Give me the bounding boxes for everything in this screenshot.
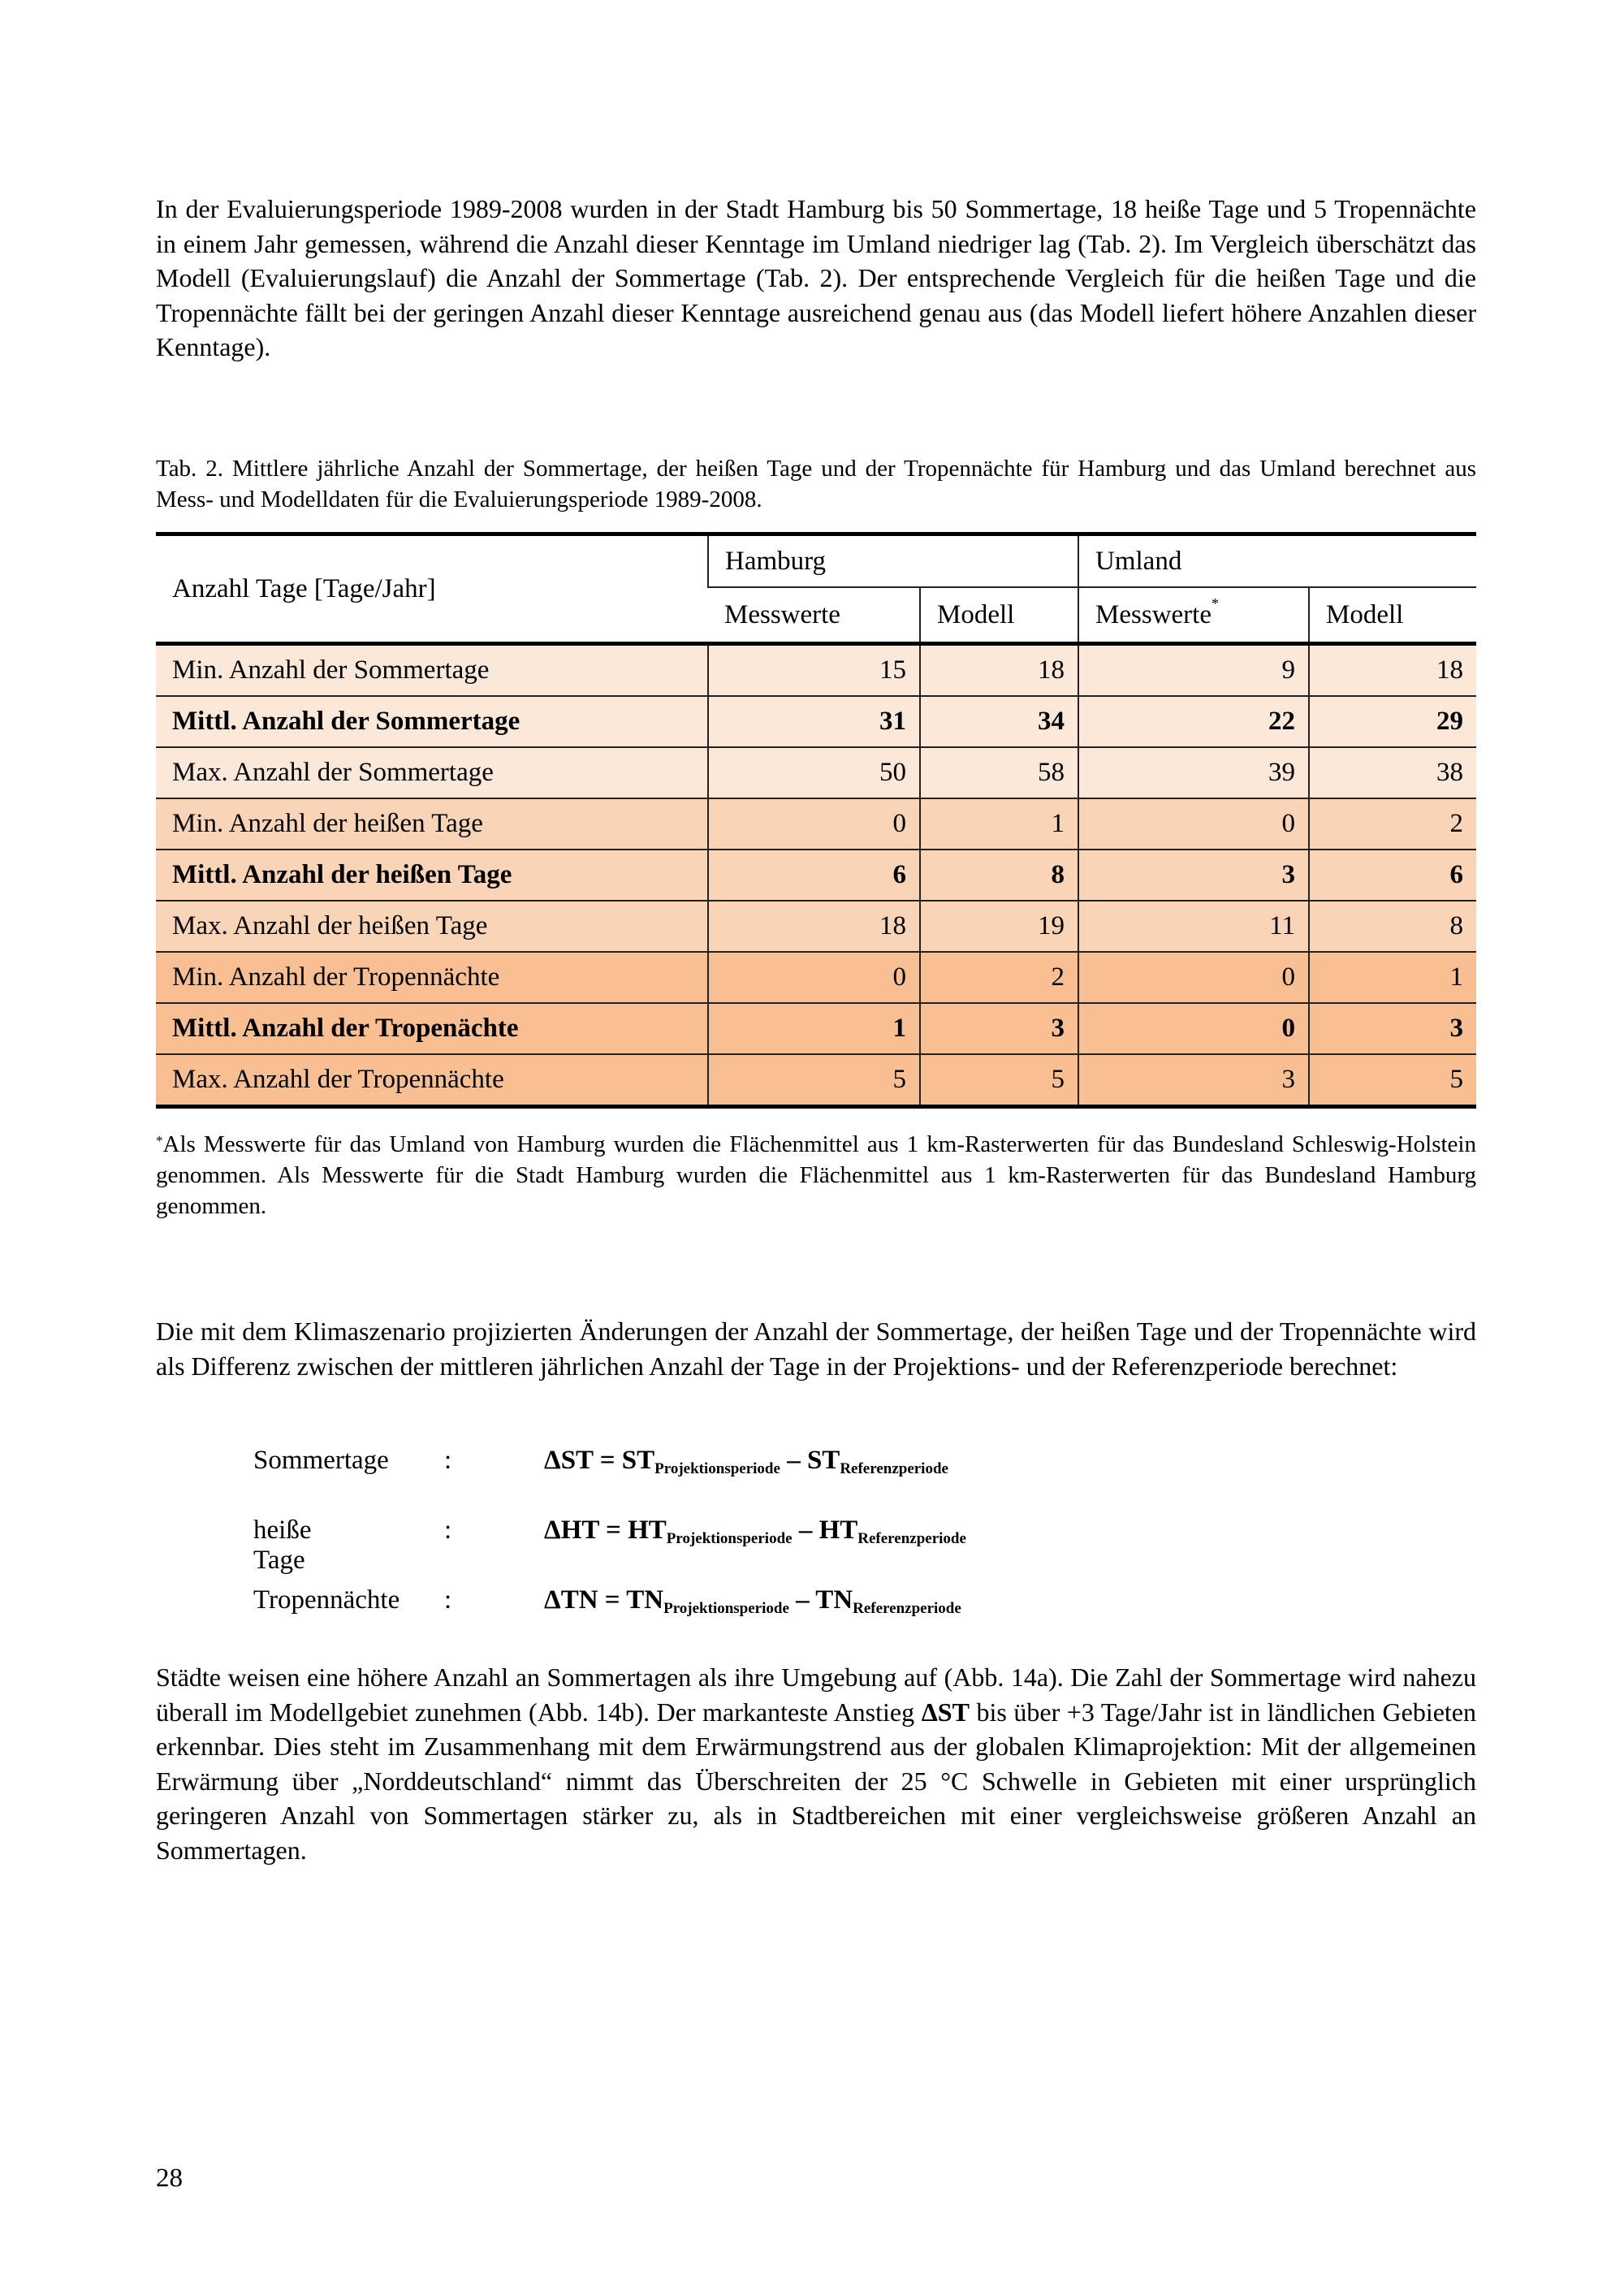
cell-value: 8 xyxy=(920,850,1078,901)
formula-colon: : xyxy=(444,1446,452,1475)
row-label: Max. Anzahl der Tropennächte xyxy=(156,1054,708,1107)
subheader-hamburg-messwerte: Messwerte xyxy=(708,587,920,644)
cell-value: 1 xyxy=(1309,952,1476,1003)
cell-value: 18 xyxy=(1309,644,1476,697)
cell-value: 0 xyxy=(708,952,920,1003)
row-label: Max. Anzahl der Sommertage xyxy=(156,747,708,798)
row-label: Mittl. Anzahl der Tropenächte xyxy=(156,1003,708,1054)
row-label: Min. Anzahl der Sommertage xyxy=(156,644,708,697)
cell-value: 31 xyxy=(708,696,920,747)
formula-colon: : xyxy=(444,1516,452,1545)
cell-value: 5 xyxy=(1309,1054,1476,1107)
cell-value: 58 xyxy=(920,747,1078,798)
intro-paragraph: In der Evaluierungsperiode 1989-2008 wurden in der Stadt Hamburg bis 50 Sommertage, 18 heiße Tage und 5 Tropennächte in einem Jahr gemessen, während die Anzahl dieser Kenntage im Umland niedriger lag (Tab. 2). Im Vergleich überschätzt das Modell (Evaluierungslauf) die Anzahl der Sommertage (Tab. 2). Der entsprechende Vergleich für die heißen Tage und die Tropennächte fällt bei der geringen Anzahl dieser Kenntage ausreichend genau aus (das Modell liefert höhere Anzahlen dieser Kenntage). xyxy=(156,194,1476,361)
kenntage-table xyxy=(156,532,1476,1109)
subheader-hamburg-modell: Modell xyxy=(920,587,1078,644)
cell-value: 1 xyxy=(920,798,1078,850)
cell-value: 18 xyxy=(920,644,1078,697)
cell-value: 9 xyxy=(1078,644,1309,697)
table-row xyxy=(156,850,1476,901)
cell-value: 18 xyxy=(708,901,920,952)
formula-label: Tropennächte xyxy=(253,1585,400,1615)
table-row xyxy=(156,644,1476,697)
group-header-hamburg: Hamburg xyxy=(708,534,1078,588)
cell-value: 3 xyxy=(1309,1003,1476,1054)
cell-value: 50 xyxy=(708,747,920,798)
table-row xyxy=(156,901,1476,952)
cell-value: 8 xyxy=(1309,901,1476,952)
corner-header: Anzahl Tage [Tage/Jahr] xyxy=(156,534,708,644)
cell-value: 15 xyxy=(708,644,920,697)
row-label: Min. Anzahl der Tropennächte xyxy=(156,952,708,1003)
cell-value: 3 xyxy=(1078,1054,1309,1107)
cell-value: 19 xyxy=(920,901,1078,952)
projection-paragraph: Die mit dem Klimaszenario projizierten Änderungen der Anzahl der Sommertage, der heißen Tage und der Tropennächte wird als Differenz zwischen der mittleren jährlichen Anzahl der Tage in der Projektions- und der Referenzperiode berechnet: xyxy=(156,1317,1476,1381)
cell-value: 22 xyxy=(1078,696,1309,747)
formula-expression: $\Delta TN = TN_{Projektionsperiode} - TN_{Referenzperiode}$ xyxy=(544,1585,961,1617)
table-header-row-groups xyxy=(156,534,1476,588)
cell-value: 11 xyxy=(1078,901,1309,952)
cell-value: 3 xyxy=(920,1003,1078,1054)
cell-value: 5 xyxy=(708,1054,920,1107)
row-label: Max. Anzahl der heißen Tage xyxy=(156,901,708,952)
cell-value: 6 xyxy=(1309,850,1476,901)
cell-value: 0 xyxy=(1078,1003,1309,1054)
table-row xyxy=(156,952,1476,1003)
formula-expression: $\Delta ST = ST_{Projektionsperiode} - ST_{Referenzperiode}$ xyxy=(544,1446,948,1477)
subheader-umland-messwerte: Messwerte* xyxy=(1078,587,1309,644)
cell-value: 29 xyxy=(1309,696,1476,747)
table-row xyxy=(156,1054,1476,1107)
cell-value: 0 xyxy=(1078,798,1309,850)
table-row xyxy=(156,747,1476,798)
table-row xyxy=(156,798,1476,850)
table-footnote: *Als Messwerte für das Umland von Hamburg wurden die Flächenmittel aus 1 km-Rasterwerten für das Bundesland Schleswig-Holstein genommen. Als Messwerte für die Stadt Hamburg wurden die Flächenmittel aus 1 km-Rasterwerten für das Bundesland Hamburg genommen. xyxy=(156,1131,1476,1219)
cell-value: 38 xyxy=(1309,747,1476,798)
cell-value: 5 xyxy=(920,1054,1078,1107)
cell-value: 2 xyxy=(920,952,1078,1003)
row-label: Mittl. Anzahl der Sommertage xyxy=(156,696,708,747)
table-row xyxy=(156,1003,1476,1054)
formula-colon: : xyxy=(444,1585,452,1615)
table-caption: Tab. 2. Mittlere jährliche Anzahl der Sommertage, der heißen Tage und der Tropennächte für Hamburg und das Umland berechnet aus Mess- und Modelldaten für die Evaluierungsperiode 1989-2008. xyxy=(156,456,1476,512)
row-label: Min. Anzahl der heißen Tage xyxy=(156,798,708,850)
table-row xyxy=(156,696,1476,747)
formula-label: Sommertage xyxy=(253,1446,389,1475)
footnote-marker: * xyxy=(156,1133,163,1148)
row-label: Mittl. Anzahl der heißen Tage xyxy=(156,850,708,901)
cell-value: 3 xyxy=(1078,850,1309,901)
footnote-marker: * xyxy=(1211,595,1219,612)
formula-expression: $\Delta HT = HT_{Projektionsperiode} - HT_{Referenzperiode}$ xyxy=(544,1516,966,1547)
page-number: 28 xyxy=(156,2164,183,2193)
cell-value: 1 xyxy=(708,1003,920,1054)
cell-value: 6 xyxy=(708,850,920,901)
cell-value: 0 xyxy=(1078,952,1309,1003)
cell-value: 0 xyxy=(708,798,920,850)
cell-value: 2 xyxy=(1309,798,1476,850)
cell-value: 34 xyxy=(920,696,1078,747)
group-header-umland: Umland xyxy=(1078,534,1476,588)
formula-label: heiße Tage xyxy=(253,1516,312,1575)
subheader-umland-modell: Modell xyxy=(1309,587,1476,644)
cities-paragraph: Städte weisen eine höhere Anzahl an Sommertagen als ihre Umgebung auf (Abb. 14a). Die Zahl der Sommertage wird nahezu überall im Modellgebiet zunehmen (Abb. 14b). Der markanteste Anstieg ΔST bis über +3 Tage/Jahr ist in ländlichen Gebieten erkennbar. Dies steht im Zusammenhang mit dem Erwärmungstrend aus der globalen Klimaprojektion: Mit der allgemeinen Erwärmung über „Norddeutschland“ nimmt das Überschreiten der 25 °C Schwelle in Gebieten mit einer ursprünglich geringeren Anzahl von Sommertagen stärker zu, als in Stadtbereichen mit einer vergleichsweise größeren Anzahl an Sommertagen. xyxy=(156,1663,1477,1865)
delta-st-bold: ΔST xyxy=(921,1697,970,1727)
cell-value: 39 xyxy=(1078,747,1309,798)
